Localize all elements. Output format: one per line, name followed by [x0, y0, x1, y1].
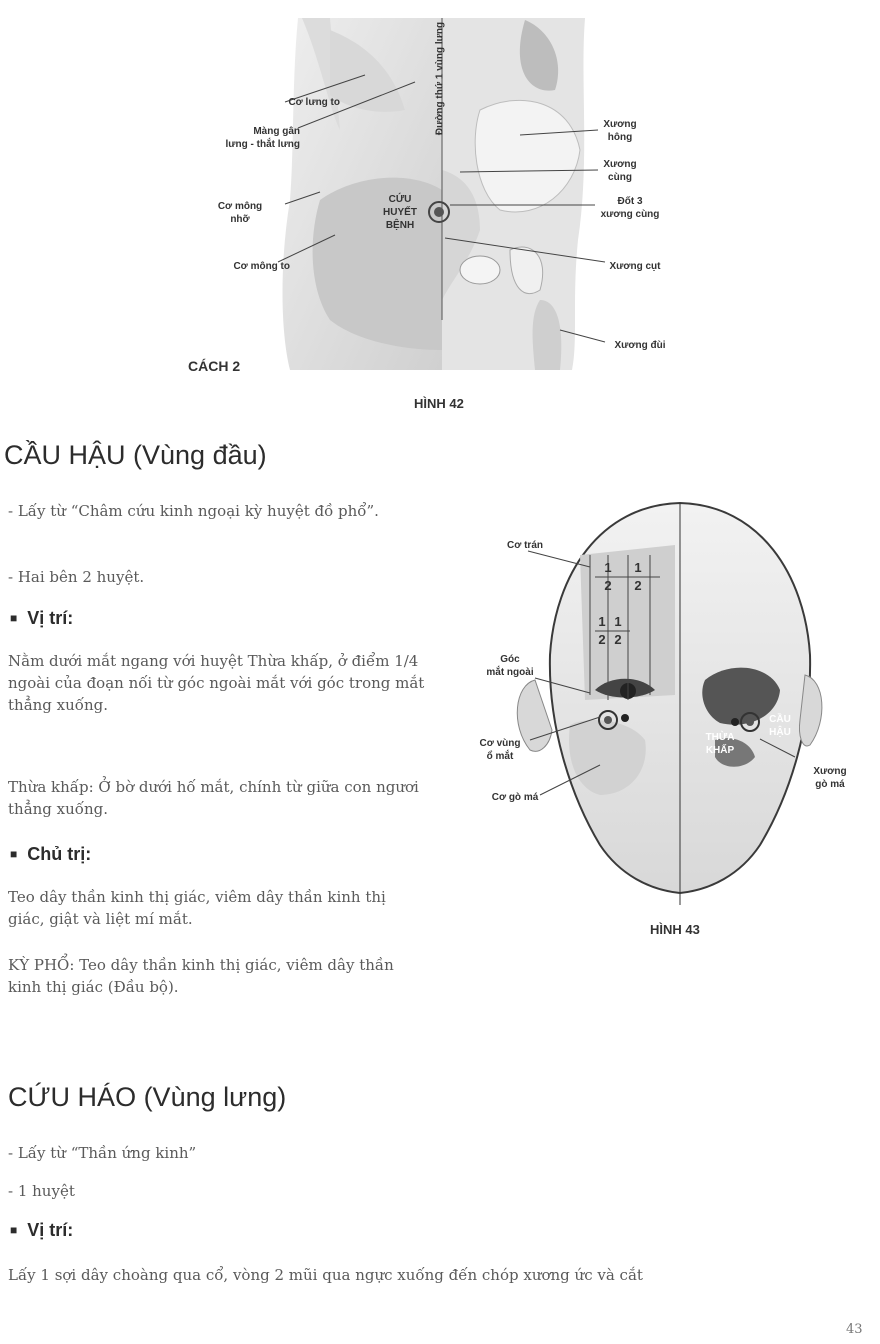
- label-xuong-cut: Xương cụt: [609, 261, 661, 272]
- label-xuong-go-ma: Xương gò má: [813, 766, 847, 790]
- fraction-mid-right-den: 2: [614, 632, 622, 647]
- subheading-label: Vị trí:: [27, 1220, 74, 1240]
- figure-42-method: CÁCH 2: [188, 358, 241, 374]
- label-xuong-dui: Xương đùi: [614, 340, 666, 351]
- paragraph: - 1 huyệt: [8, 1182, 75, 1200]
- subheading-label: Vị trí:: [27, 608, 74, 628]
- label-co-lung-to: Cơ lưng to: [288, 97, 340, 108]
- fraction-mid-left-den: 2: [598, 632, 606, 647]
- label-goc-mat-ngoai: Góc mắt ngoài: [486, 654, 534, 678]
- fraction-mid-left-num: 1: [598, 614, 606, 629]
- figure-42-caption: HÌNH 42: [414, 396, 464, 411]
- paragraph: Thừa khấp: Ở bờ dưới hố mắt, chính từ giữa con ngươi thẳng xuống.: [8, 778, 419, 818]
- fraction-top-right-den: 2: [634, 578, 642, 593]
- label-xuong-cung: Xương cùng: [603, 159, 637, 183]
- figure-43: [460, 495, 870, 915]
- label-dot-3: Đốt 3 xương cùng: [600, 196, 660, 220]
- figure-43-caption: HÌNH 43: [650, 922, 700, 937]
- fraction-top-right-num: 1: [634, 560, 642, 575]
- label-thua-khap: THỪA KHẤP: [705, 732, 735, 756]
- subheading-label: Chủ trị:: [27, 844, 92, 864]
- page-number: 43: [846, 1322, 863, 1337]
- paragraph: KỲ PHỔ: Teo dây thần kinh thị giác, viêm dây thần kinh thị giác (Đầu bộ).: [8, 956, 394, 996]
- paragraph: - Lấy từ “Thần ứng kinh”: [8, 1144, 197, 1162]
- paragraph: Lấy 1 sợi dây choàng qua cổ, vòng 2 mũi qua ngực xuống đến chóp xương ức và cắt: [8, 1266, 643, 1284]
- section-title-cuu-hao: CỨU HÁO (Vùng lưng): [8, 1082, 287, 1112]
- paragraph: - Hai bên 2 huyệt.: [8, 568, 145, 586]
- label-co-mong-nho: Cơ mông nhỡ: [217, 201, 263, 225]
- fraction-mid-right-num: 1: [614, 614, 622, 629]
- label-co-tran: Cơ trán: [506, 540, 543, 551]
- label-mang-gan: Màng gân lưng - thắt lưng: [225, 126, 300, 150]
- paragraph: Nằm dưới mắt ngang với huyệt Thừa khấp, ở điểm 1/4 ngoài của đoạn nối từ góc ngoài mắt với góc trong mắt thẳng xuống.: [8, 652, 425, 714]
- figure-43-illustration: [460, 495, 870, 905]
- fraction-top-left-num: 1: [604, 560, 612, 575]
- bullet-icon: ■: [10, 611, 18, 625]
- fraction-top-left-den: 2: [604, 578, 612, 593]
- label-cuu-huyet-benh: CỨU HUYẾT BỆNH: [383, 194, 417, 231]
- subheading-chu-tri: [10, 844, 91, 865]
- subheading-vi-tri-2: [10, 1220, 73, 1241]
- label-co-mong-to: Cơ mông to: [233, 261, 290, 272]
- paragraph: - Lấy từ “Châm cứu kinh ngoại kỳ huyệt đồ phổ”.: [8, 502, 379, 520]
- label-co-vung-o-mat: Cơ vùng ổ mắt: [479, 738, 521, 762]
- paragraph: Teo dây thần kinh thị giác, viêm dây thần kinh thị giác, giật và liệt mí mắt.: [8, 888, 386, 928]
- label-xuong-hong: Xương hông: [603, 119, 637, 143]
- subheading-vi-tri: [10, 608, 73, 629]
- label-duong-thu-1: Đường thứ 1 vùng lưng: [434, 21, 446, 136]
- label-cau-hau: CẦU HẬU: [769, 714, 791, 738]
- bullet-icon: ■: [10, 1223, 18, 1237]
- bullet-icon: ■: [10, 847, 18, 861]
- section-title-cau-hau: CẦU HẬU (Vùng đầu): [4, 440, 267, 470]
- figure-42: [180, 0, 700, 420]
- label-co-go-ma: Cơ gò má: [491, 792, 539, 803]
